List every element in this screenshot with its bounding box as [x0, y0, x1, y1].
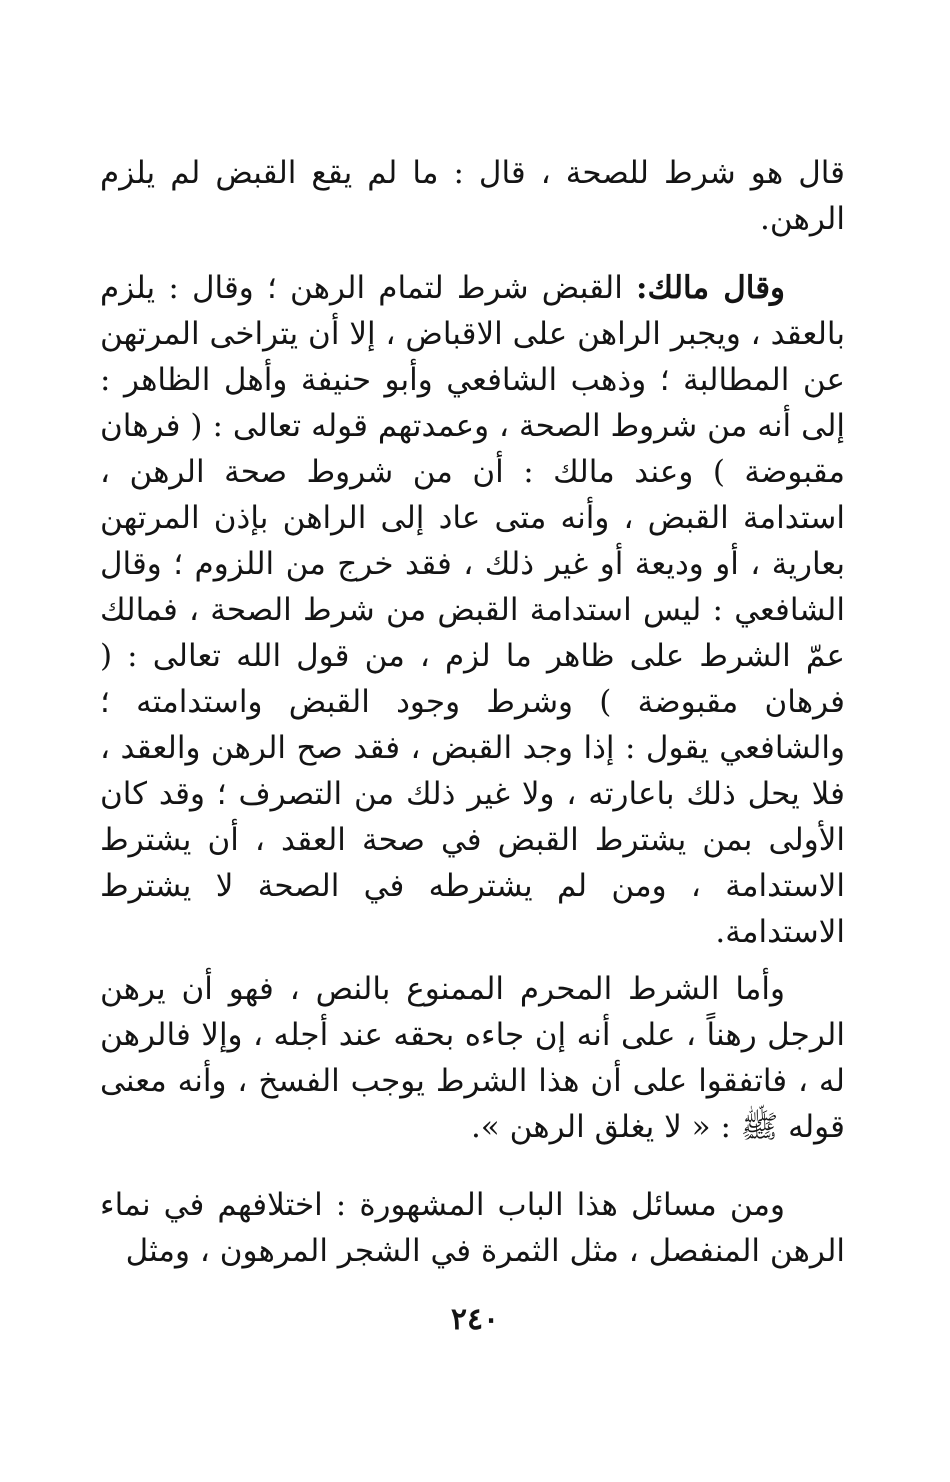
paragraph-2-text: القبض شرط لتمام الرهن ؛ وقال : يلزم بالعقد ، ويجبر الراهن على الاقباض ، إلا أن يتراخى المرتهن عن المطالبة ؛ وذهب الشافعي وأبو حنيفة وأهل الظاهر : إلى أنه من شروط الصحة ، وعمدتهم قوله تعالى : ( فرهان مقبوضة ) وعند مالك : أن من شروط صحة الرهن ، استدامة القبض ، وأنه متى عاد إلى الراهن بإذن المرتهن بعارية ، أو وديعة أو غير ذلك ، فقد خرج من اللزوم ؛ وقال الشافعي : ليس استدامة القبض من شرط الصحة ، فمالك عمّ الشرط على ظاهر ما لزم ، من قول الله تعالى : ( فرهان مقبوضة ) وشرط وجود القبض واستدامته ؛ والشافعي يقول : إذا وجد القبض ، فقد صح الرهن والعقد ، فلا يحل ذلك باعارته ، ولا غير ذلك من التصرف ؛ وقد كان الأولى بمن يشترط القبض في صحة العقد ، أن يشترط الاستدامة ، ومن لم يشترطه في الصحة لا يشترط الاستدامة.	[100, 270, 845, 950]
paragraph-2	[100, 265, 845, 965]
paragraph-3-text: وأما الشرط المحرم الممنوع بالنص ، فهو أن يرهن الرجل رهناً ، على أنه إن جاءه بحقه عند أجله ، وإلا فالرهن له ، فاتفقوا على أن هذا الشرط يوجب الفسخ ، وأنه معنى قوله ﷺ : « لا يغلق الرهن ».	[100, 971, 845, 1145]
paragraph-4	[100, 1182, 845, 1292]
page-number: ٢٤٠	[450, 1302, 500, 1337]
paragraph-3	[100, 966, 845, 1166]
paragraph-4-text: ومن مسائل هذا الباب المشهورة : اختلافهم في نماء الرهن المنفصل ، مثل الثمرة في الشجر المرهون ، ومثل	[100, 1187, 845, 1269]
paragraph-2-lead: وقال مالك:	[636, 270, 785, 306]
paragraph-1	[100, 150, 845, 250]
paragraph-1-text: قال هو شرط للصحة ، قال : ما لم يقع القبض لم يلزم الرهن.	[100, 155, 845, 237]
